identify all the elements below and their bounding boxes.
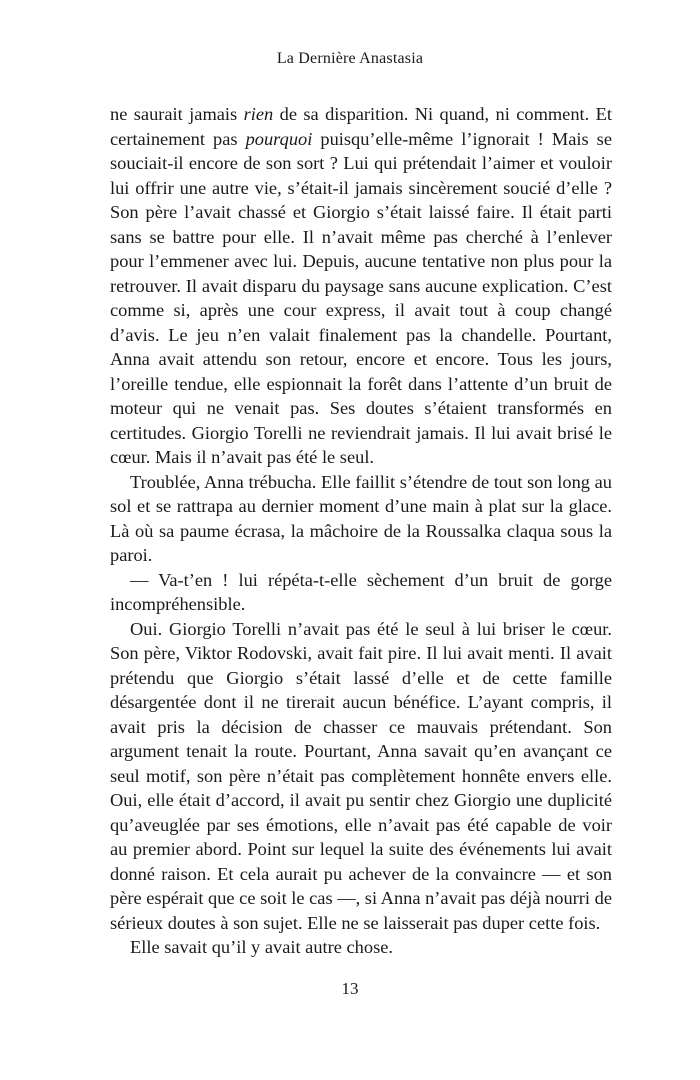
paragraph-3-dialogue: — Va-t’en ! lui répéta-t-elle sèchement d’un bruit de gorge incompréhensible.	[110, 569, 612, 614]
page-number: 13	[341, 979, 359, 998]
paragraph-4: Oui. Giorgio Torelli n’avait pas été le seul à lui briser le cœur. Son père, Viktor Rodovski, avait fait pire. Il lui avait menti. Il avait prétendu que Giorgio s’était lassé d’elle et de cette famille désargentée dont il ne tirerait aucun bénéfice. L’ayant compris, il avait pris la décision de chasser ce mauvais prétendant. Son argument tenait la route. Pourtant, Anna savait qu’en avançant ce seul motif, son père n’était pas complètement honnête envers elle. Oui, elle était d’accord, il avait pu sentir chez Giorgio une duplicité qu’aveuglée par ses émotions, elle n’avait pas été capable de voir au premier abord. Point sur lequel la suite des événements lui avait donné raison. Et cela aurait pu achever de la convaincre — et son père espérait que ce soit le cas —, si Anna n’avait pas déjà nourri de sérieux doutes à son sujet. Elle ne se laisserait pas duper cette fois.	[110, 618, 612, 933]
body-text	[110, 102, 612, 960]
paragraph-1	[110, 102, 612, 470]
paragraph-2: Troublée, Anna trébucha. Elle faillit s’étendre de tout son long au sol et se rattrapa au dernier moment d’une main à plat sur la glace. Là où sa paume écrasa, la mâchoire de la Roussalka claqua sous la paroi.	[110, 471, 612, 565]
paragraph-1-part-a: ne saurait jamais	[110, 104, 244, 124]
paragraph-1-part-b: de sa disparition. Ni quand, ni comment. Et certainement pas	[110, 104, 612, 149]
running-title: La Dernière Anastasia	[276, 50, 424, 67]
paragraph-1-emphasis-rien: rien	[243, 104, 274, 124]
paragraph-5: Elle savait qu’il y avait autre chose.	[130, 937, 393, 957]
paragraph-1-part-c: puisqu’elle-même l’ignorait ! Mais se souciait-il encore de son sort ? Lui qui prétendait l’aimer et vouloir lui offrir une autre vie, s’était-il jamais sincèrement soucié d’elle ? Son père l’avait chassé et Giorgio s’était laissé faire. Il était parti sans se battre pour elle. Il n’avait même pas cherché à l’enlever pour l’emmener avec lui. Depuis, aucune tentative non plus pour la retrouver. Il avait disparu du paysage sans aucune explication. C’est comme si, après une cour express, il avait tout à coup changé d’avis. Le jeu n’en valait finalement pas la chandelle. Pourtant, Anna avait attendu son retour, encore et encore. Tous les jours, l’oreille tendue, elle espionnait la forêt dans l’attente d’un bruit de moteur qui ne venait pas. Ses doutes s’étaient transformés en certitudes. Giorgio Torelli ne reviendrait jamais. Il lui avait brisé le cœur. Mais il n’avait pas été le seul.	[110, 128, 612, 467]
paragraph-1-emphasis-pourquoi: pourquoi	[245, 128, 313, 149]
